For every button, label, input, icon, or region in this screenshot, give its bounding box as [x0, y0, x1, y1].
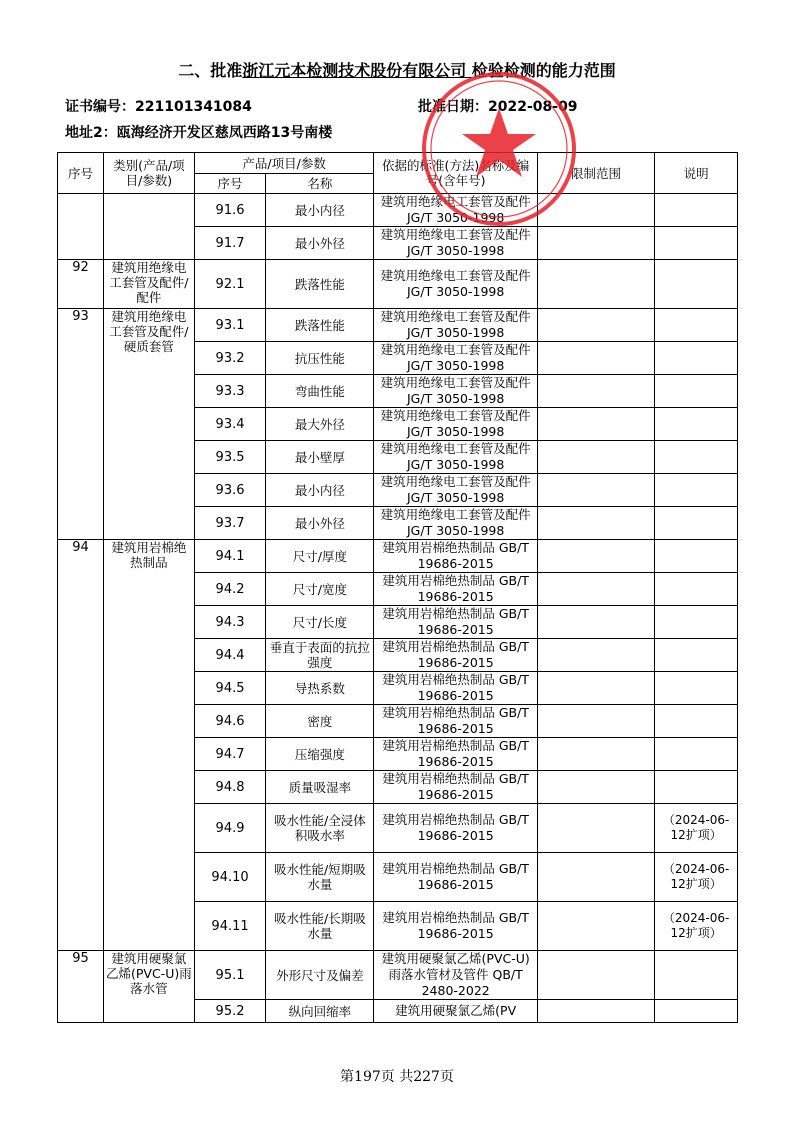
item-note — [655, 573, 738, 606]
item-name: 垂直于表面的抗拉强度 — [266, 639, 374, 672]
item-number: 94.10 — [194, 853, 265, 902]
item-standard: 建筑用绝缘电工套管及配件 JG/T 3050-1998 — [374, 309, 537, 342]
item-name: 压缩强度 — [266, 738, 374, 771]
header-limit: 限制范围 — [537, 153, 654, 194]
item-limit — [537, 771, 654, 804]
item-limit — [537, 408, 654, 441]
item-standard: 建筑用岩棉绝热制品 GB/T 19686-2015 — [374, 705, 537, 738]
item-name: 最小外径 — [266, 227, 374, 260]
item-note — [655, 441, 738, 474]
item-name: 吸水性能/全浸体积吸水率 — [266, 804, 374, 853]
item-standard: 建筑用岩棉绝热制品 GB/T 19686-2015 — [374, 853, 537, 902]
item-note — [655, 375, 738, 408]
item-note — [655, 672, 738, 705]
item-standard: 建筑用绝缘电工套管及配件 JG/T 3050-1998 — [374, 194, 537, 227]
item-number: 94.9 — [194, 804, 265, 853]
item-note — [655, 227, 738, 260]
item-name: 质量吸湿率 — [266, 771, 374, 804]
item-name: 抗压性能 — [266, 342, 374, 375]
address: 地址2：瓯海经济开发区慈凤西路13号南楼 — [65, 125, 333, 141]
item-number: 94.2 — [194, 573, 265, 606]
group-seq: 94 — [58, 540, 104, 951]
item-limit — [537, 606, 654, 639]
item-limit — [537, 804, 654, 853]
item-note: （2024-06-12扩项） — [655, 804, 738, 853]
item-name: 最小内径 — [266, 194, 374, 227]
item-standard: 建筑用绝缘电工套管及配件 JG/T 3050-1998 — [374, 408, 537, 441]
item-standard: 建筑用绝缘电工套管及配件 JG/T 3050-1998 — [374, 474, 537, 507]
item-standard: 建筑用绝缘电工套管及配件 JG/T 3050-1998 — [374, 507, 537, 540]
item-note — [655, 1000, 738, 1023]
item-limit — [537, 260, 654, 309]
company-name: 浙江元本检测技术股份有限公司 — [242, 61, 467, 80]
item-note — [655, 408, 738, 441]
group-category: 建筑用绝缘电工套管及配件/配件 — [103, 260, 194, 309]
item-name: 尺寸/厚度 — [266, 540, 374, 573]
item-number: 93.2 — [194, 342, 265, 375]
item-name: 尺寸/长度 — [266, 606, 374, 639]
page-title: 二、批准浙江元本检测技术股份有限公司 检验检测的能力范围 — [178, 61, 616, 80]
group-category — [103, 194, 194, 260]
item-name: 尺寸/宽度 — [266, 573, 374, 606]
item-note: （2024-06-12扩项） — [655, 902, 738, 951]
capability-table — [57, 152, 738, 1023]
table-row — [58, 540, 738, 573]
item-standard: 建筑用绝缘电工套管及配件 JG/T 3050-1998 — [374, 260, 537, 309]
item-number: 93.6 — [194, 474, 265, 507]
item-name: 密度 — [266, 705, 374, 738]
item-name: 导热系数 — [266, 672, 374, 705]
header-seq: 序号 — [58, 153, 104, 194]
item-limit — [537, 441, 654, 474]
item-number: 93.7 — [194, 507, 265, 540]
item-limit — [537, 738, 654, 771]
item-note — [655, 260, 738, 309]
item-number: 94.1 — [194, 540, 265, 573]
item-standard: 建筑用绝缘电工套管及配件 JG/T 3050-1998 — [374, 375, 537, 408]
item-name: 跌落性能 — [266, 309, 374, 342]
item-name: 纵向回缩率 — [266, 1000, 374, 1023]
item-name: 吸水性能/短期吸水量 — [266, 853, 374, 902]
item-standard: 建筑用岩棉绝热制品 GB/T 19686-2015 — [374, 738, 537, 771]
item-number: 93.5 — [194, 441, 265, 474]
group-seq: 93 — [58, 309, 104, 540]
item-note: （2024-06-12扩项） — [655, 853, 738, 902]
item-note — [655, 738, 738, 771]
item-standard: 建筑用岩棉绝热制品 GB/T 19686-2015 — [374, 902, 537, 951]
header-sub-seq: 序号 — [194, 174, 265, 194]
item-name: 最小内径 — [266, 474, 374, 507]
item-limit — [537, 672, 654, 705]
item-number: 94.11 — [194, 902, 265, 951]
item-number: 91.6 — [194, 194, 265, 227]
header-product: 产品/项目/参数 — [194, 153, 374, 174]
item-limit — [537, 1000, 654, 1023]
item-number: 95.1 — [194, 951, 265, 1000]
item-name: 弯曲性能 — [266, 375, 374, 408]
item-limit — [537, 227, 654, 260]
item-note — [655, 540, 738, 573]
item-number: 94.4 — [194, 639, 265, 672]
item-standard: 建筑用岩棉绝热制品 GB/T 19686-2015 — [374, 573, 537, 606]
item-note — [655, 771, 738, 804]
group-seq: 92 — [58, 260, 104, 309]
item-standard: 建筑用绝缘电工套管及配件 JG/T 3050-1998 — [374, 441, 537, 474]
item-limit — [537, 639, 654, 672]
item-name: 最小壁厚 — [266, 441, 374, 474]
item-standard: 建筑用绝缘电工套管及配件 JG/T 3050-1998 — [374, 342, 537, 375]
item-number: 91.7 — [194, 227, 265, 260]
item-limit — [537, 853, 654, 902]
group-category: 建筑用绝缘电工套管及配件/硬质套管 — [103, 309, 194, 540]
group-category: 建筑用硬聚氯乙烯(PVC-U)雨落水管 — [103, 951, 194, 1023]
item-number: 92.1 — [194, 260, 265, 309]
item-limit — [537, 474, 654, 507]
item-limit — [537, 705, 654, 738]
table-row — [58, 260, 738, 309]
item-note — [655, 194, 738, 227]
item-number: 94.8 — [194, 771, 265, 804]
item-number: 94.5 — [194, 672, 265, 705]
item-limit — [537, 902, 654, 951]
item-limit — [537, 540, 654, 573]
item-standard: 建筑用绝缘电工套管及配件 JG/T 3050-1998 — [374, 227, 537, 260]
item-note — [655, 342, 738, 375]
item-number: 93.1 — [194, 309, 265, 342]
item-note — [655, 507, 738, 540]
item-standard: 建筑用岩棉绝热制品 GB/T 19686-2015 — [374, 771, 537, 804]
table-row — [58, 951, 738, 1000]
item-standard: 建筑用硬聚氯乙烯(PVC-U)雨落水管材及管件 QB/T 2480-2022 — [374, 951, 537, 1000]
item-name: 最大外径 — [266, 408, 374, 441]
table-row — [58, 309, 738, 342]
item-standard: 建筑用硬聚氯乙烯(PV — [374, 1000, 537, 1023]
item-name: 最小外径 — [266, 507, 374, 540]
item-limit — [537, 375, 654, 408]
item-note — [655, 639, 738, 672]
group-seq — [58, 194, 104, 260]
table-row — [58, 194, 738, 227]
approval-date: 批准日期：2022-08-09 — [418, 99, 578, 115]
item-name: 外形尺寸及偏差 — [266, 951, 374, 1000]
item-note — [655, 309, 738, 342]
item-name: 吸水性能/长期吸水量 — [266, 902, 374, 951]
item-limit — [537, 309, 654, 342]
item-limit — [537, 573, 654, 606]
item-limit — [537, 342, 654, 375]
item-note — [655, 474, 738, 507]
page-footer: 第197页 共227页 — [340, 1069, 454, 1085]
group-category: 建筑用岩棉绝热制品 — [103, 540, 194, 951]
official-seal-stamp — [420, 70, 578, 228]
item-number: 95.2 — [194, 1000, 265, 1023]
group-seq: 95 — [58, 951, 104, 1023]
item-note — [655, 606, 738, 639]
item-note — [655, 705, 738, 738]
item-note — [655, 951, 738, 1000]
header-sub-name: 名称 — [266, 174, 374, 194]
item-number: 93.3 — [194, 375, 265, 408]
item-limit — [537, 507, 654, 540]
header-category: 类别(产品/项目/参数) — [103, 153, 194, 194]
item-name: 跌落性能 — [266, 260, 374, 309]
item-number: 94.3 — [194, 606, 265, 639]
item-number: 94.7 — [194, 738, 265, 771]
item-standard: 建筑用岩棉绝热制品 GB/T 19686-2015 — [374, 804, 537, 853]
header-note: 说明 — [655, 153, 738, 194]
certificate-number: 证书编号：221101341084 — [65, 99, 252, 115]
item-standard: 建筑用岩棉绝热制品 GB/T 19686-2015 — [374, 672, 537, 705]
item-number: 94.6 — [194, 705, 265, 738]
item-limit — [537, 951, 654, 1000]
header-standard: 依据的标准(方法)名称及编号(含年号) — [374, 153, 537, 194]
item-standard: 建筑用岩棉绝热制品 GB/T 19686-2015 — [374, 639, 537, 672]
item-standard: 建筑用岩棉绝热制品 GB/T 19686-2015 — [374, 540, 537, 573]
item-number: 93.4 — [194, 408, 265, 441]
item-standard: 建筑用岩棉绝热制品 GB/T 19686-2015 — [374, 606, 537, 639]
